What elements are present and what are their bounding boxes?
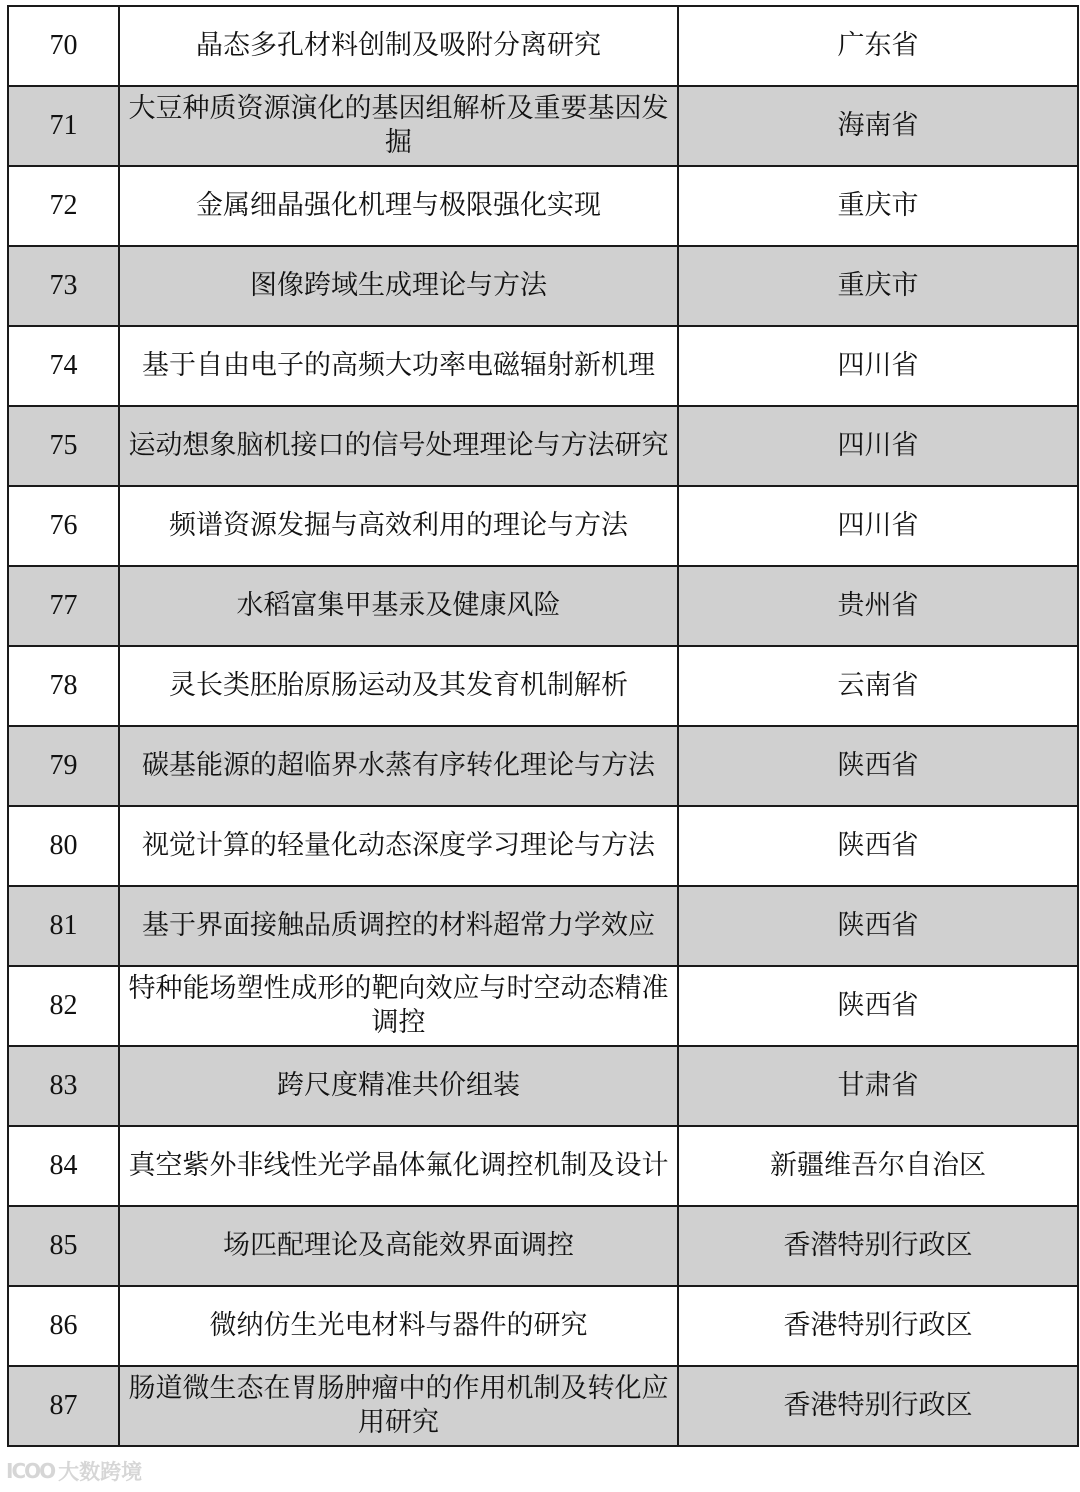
region-cell: 香潜特别行政区 — [678, 1206, 1078, 1286]
project-title-cell: 大豆种质资源演化的基因组解析及重要基因发掘 — [119, 86, 678, 166]
region-cell: 香港特别行政区 — [678, 1366, 1078, 1446]
row-number-cell: 78 — [8, 646, 119, 726]
table-row — [8, 406, 1078, 486]
region-cell: 海南省 — [678, 86, 1078, 166]
project-title-cell: 视觉计算的轻量化动态深度学习理论与方法 — [119, 806, 678, 886]
project-title-cell: 肠道微生态在胃肠肿瘤中的作用机制及转化应用研究 — [119, 1366, 678, 1446]
table-row — [8, 966, 1078, 1046]
row-number-cell: 81 — [8, 886, 119, 966]
row-number-cell: 70 — [8, 6, 119, 86]
row-number-cell: 85 — [8, 1206, 119, 1286]
row-number-cell: 83 — [8, 1046, 119, 1126]
project-title-cell: 跨尺度精准共价组装 — [119, 1046, 678, 1126]
region-cell: 香港特别行政区 — [678, 1286, 1078, 1366]
region-cell: 四川省 — [678, 486, 1078, 566]
table-row — [8, 1206, 1078, 1286]
table-row — [8, 1286, 1078, 1366]
table-row — [8, 566, 1078, 646]
table-row — [8, 646, 1078, 726]
table-row — [8, 6, 1078, 86]
project-title-cell: 灵长类胚胎原肠运动及其发育机制解析 — [119, 646, 678, 726]
project-title-cell: 基于界面接触品质调控的材料超常力学效应 — [119, 886, 678, 966]
table-row — [8, 166, 1078, 246]
project-title-cell: 基于自由电子的高频大功率电磁辐射新机理 — [119, 326, 678, 406]
row-number-cell: 86 — [8, 1286, 119, 1366]
region-cell: 贵州省 — [678, 566, 1078, 646]
project-title-cell: 金属细晶强化机理与极限强化实现 — [119, 166, 678, 246]
watermark-text: 大数跨境 — [58, 1460, 143, 1484]
row-number-cell: 73 — [8, 246, 119, 326]
row-number-cell: 74 — [8, 326, 119, 406]
project-title-cell: 碳基能源的超临界水蒸有序转化理论与方法 — [119, 726, 678, 806]
project-title-cell: 特种能场塑性成形的靶向效应与时空动态精准调控 — [119, 966, 678, 1046]
row-number-cell: 71 — [8, 86, 119, 166]
region-cell: 四川省 — [678, 406, 1078, 486]
row-number-cell: 77 — [8, 566, 119, 646]
region-cell: 陕西省 — [678, 726, 1078, 806]
table-row — [8, 806, 1078, 886]
table-row — [8, 86, 1078, 166]
row-number-cell: 80 — [8, 806, 119, 886]
region-cell: 甘肃省 — [678, 1046, 1078, 1126]
table-row — [8, 886, 1078, 966]
row-number-cell: 76 — [8, 486, 119, 566]
region-cell: 广东省 — [678, 6, 1078, 86]
row-number-cell: 72 — [8, 166, 119, 246]
table-row — [8, 1366, 1078, 1446]
table-row — [8, 726, 1078, 806]
project-title-cell: 真空紫外非线性光学晶体氟化调控机制及设计 — [119, 1126, 678, 1206]
project-title-cell: 频谱资源发掘与高效利用的理论与方法 — [119, 486, 678, 566]
table-body — [8, 6, 1078, 1446]
row-number-cell: 84 — [8, 1126, 119, 1206]
table-row — [8, 326, 1078, 406]
region-cell: 陕西省 — [678, 806, 1078, 886]
region-cell: 陕西省 — [678, 886, 1078, 966]
region-cell: 云南省 — [678, 646, 1078, 726]
project-title-cell: 运动想象脑机接口的信号处理理论与方法研究 — [119, 406, 678, 486]
table-row — [8, 246, 1078, 326]
region-cell: 新疆维吾尔自治区 — [678, 1126, 1078, 1206]
row-number-cell: 82 — [8, 966, 119, 1046]
row-number-cell: 79 — [8, 726, 119, 806]
row-number-cell: 87 — [8, 1366, 119, 1446]
project-table — [7, 5, 1079, 1447]
project-title-cell: 图像跨域生成理论与方法 — [119, 246, 678, 326]
region-cell: 重庆市 — [678, 166, 1078, 246]
watermark-logo-icon: ICOO — [6, 1459, 55, 1483]
project-title-cell: 晶态多孔材料创制及吸附分离研究 — [119, 6, 678, 86]
project-title-cell: 微纳仿生光电材料与器件的研究 — [119, 1286, 678, 1366]
row-number-cell: 75 — [8, 406, 119, 486]
region-cell: 陕西省 — [678, 966, 1078, 1046]
table-row — [8, 486, 1078, 566]
region-cell: 四川省 — [678, 326, 1078, 406]
watermark — [6, 1456, 142, 1486]
table-row — [8, 1126, 1078, 1206]
project-title-cell: 场匹配理论及高能效界面调控 — [119, 1206, 678, 1286]
region-cell: 重庆市 — [678, 246, 1078, 326]
table-row — [8, 1046, 1078, 1126]
project-title-cell: 水稻富集甲基汞及健康风险 — [119, 566, 678, 646]
